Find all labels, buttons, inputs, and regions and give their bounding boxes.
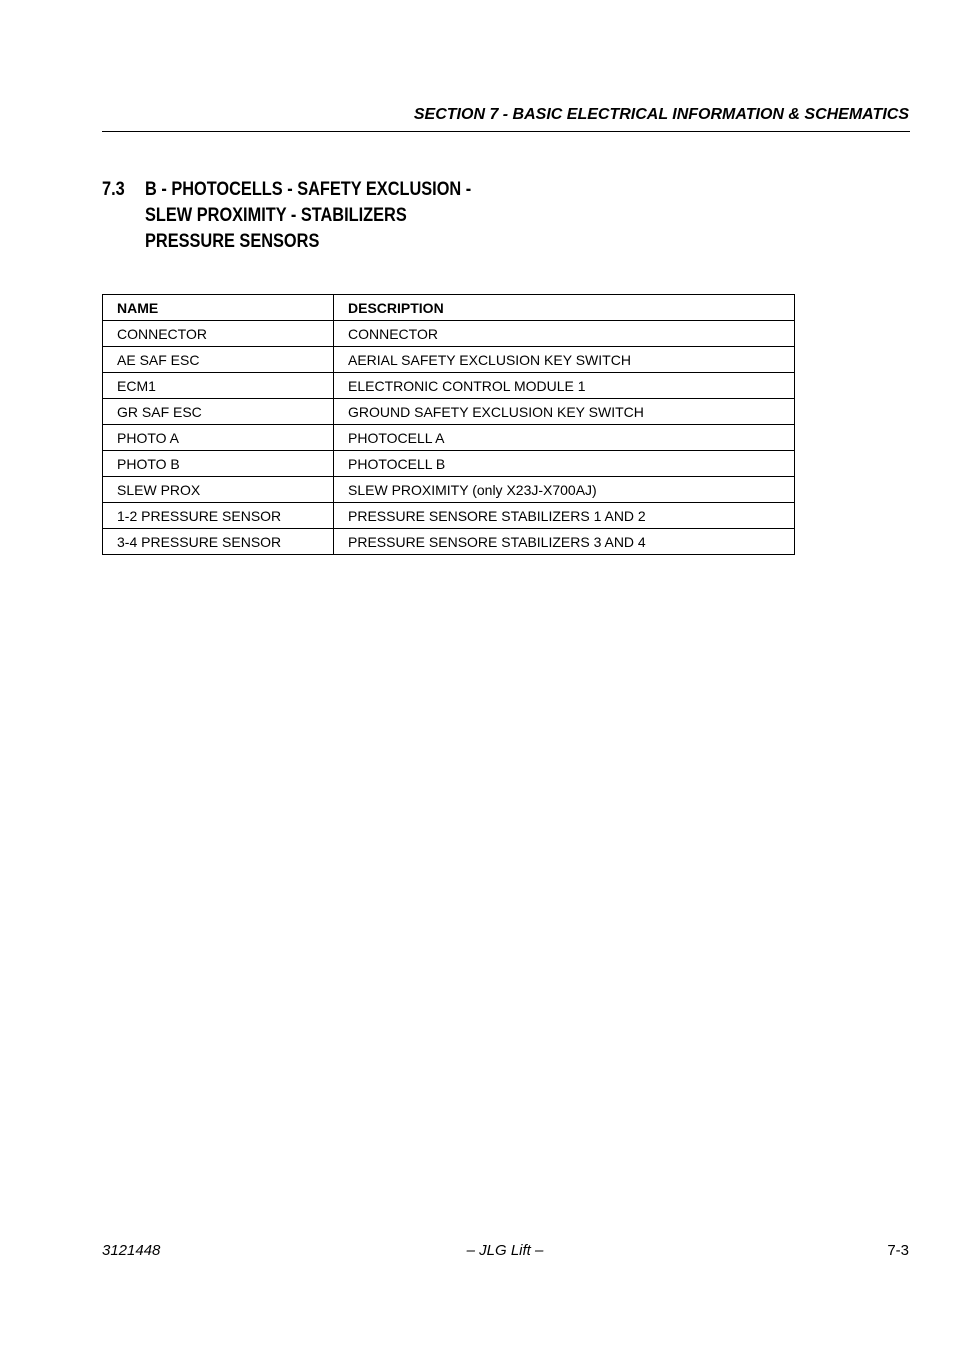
section-title-line: SLEW PROXIMITY - STABILIZERS (145, 205, 407, 226)
cell-name: PHOTO A (103, 425, 334, 451)
table-row (103, 425, 795, 451)
table-row (103, 373, 795, 399)
table-row (103, 321, 795, 347)
cell-name: AE SAF ESC (103, 347, 334, 373)
table-row (103, 477, 795, 503)
component-table (102, 294, 795, 555)
table-row (103, 451, 795, 477)
cell-name: 1-2 PRESSURE SENSOR (103, 503, 334, 529)
table-row (103, 529, 795, 555)
section-title (145, 177, 471, 255)
cell-name: ECM1 (103, 373, 334, 399)
section-header-title: SECTION 7 - BASIC ELECTRICAL INFORMATION & SCHEMATICS (413, 106, 909, 123)
cell-description: PHOTOCELL B (334, 451, 795, 477)
footer-center-text: – JLG Lift – (466, 1242, 544, 1259)
cell-description: ELECTRONIC CONTROL MODULE 1 (334, 373, 795, 399)
section-heading (102, 177, 471, 255)
table-row (103, 347, 795, 373)
section-title-line: B - PHOTOCELLS - SAFETY EXCLUSION - (145, 179, 472, 200)
cell-description: PRESSURE SENSORE STABILIZERS 1 AND 2 (334, 503, 795, 529)
cell-description: PRESSURE SENSORE STABILIZERS 3 AND 4 (334, 529, 795, 555)
column-header-name: NAME (103, 295, 334, 321)
table-row (103, 399, 795, 425)
table-row (103, 503, 795, 529)
section-number: 7.3 (102, 179, 125, 200)
cell-description: SLEW PROXIMITY (only X23J-X700AJ) (334, 477, 795, 503)
cell-name: GR SAF ESC (103, 399, 334, 425)
footer-page-number: 7-3 (887, 1242, 909, 1259)
column-header-description: DESCRIPTION (334, 295, 795, 321)
cell-description: CONNECTOR (334, 321, 795, 347)
cell-description: PHOTOCELL A (334, 425, 795, 451)
footer-doc-number: 3121448 (102, 1242, 161, 1259)
section-title-line: PRESSURE SENSORS (145, 231, 320, 252)
cell-description: AERIAL SAFETY EXCLUSION KEY SWITCH (334, 347, 795, 373)
cell-name: CONNECTOR (103, 321, 334, 347)
cell-description: GROUND SAFETY EXCLUSION KEY SWITCH (334, 399, 795, 425)
cell-name: 3-4 PRESSURE SENSOR (103, 529, 334, 555)
header-divider (102, 131, 910, 132)
cell-name: SLEW PROX (103, 477, 334, 503)
cell-name: PHOTO B (103, 451, 334, 477)
table-header-row (103, 295, 795, 321)
